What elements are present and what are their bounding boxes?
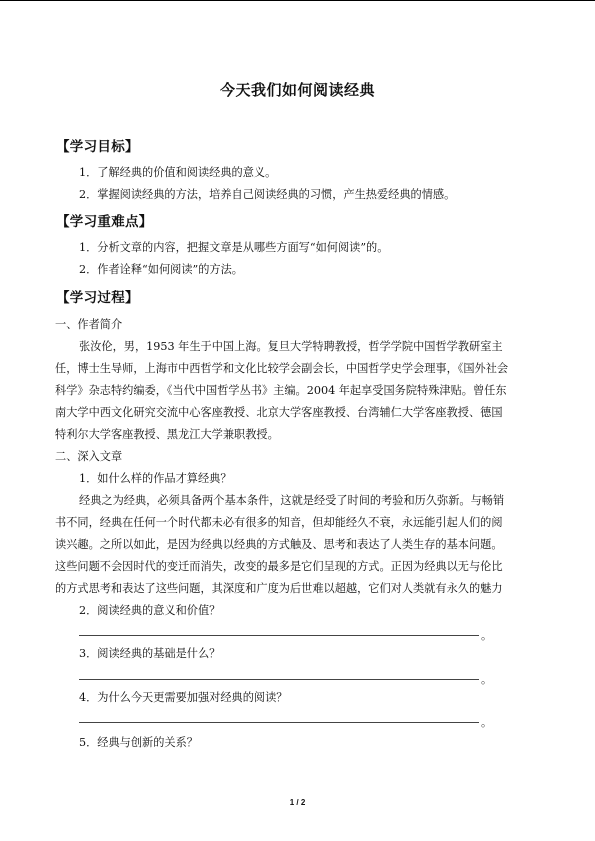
answer-blank-2[interactable] [79,635,479,636]
key-point-item-2: 2．作者诠释“如何阅读”的方法。 [79,263,243,276]
page-title: 今天我们如何阅读经典 [219,81,375,99]
process-heading: 【学习过程】 [56,290,139,306]
author-bio-line: 特利尔大学客座教授、黑龙江大学兼职教授。 [55,428,279,441]
question-4: 4．为什么今天更需要加强对经典的阅读？ [79,691,288,704]
author-bio-line: 任，博士生导师，上海市中西哲学和文化比较学会副会长，中国哲学史学会理事，《国外社会 [55,362,509,375]
deep-reading-heading: 二、深入文章 [55,450,123,463]
answer-1-line: 书不同，经典在任何一个时代都未必有很多的知音，但却能经久不衰，永远能引起人们的阅 [55,516,503,529]
author-intro-heading: 一、作者简介 [55,318,123,331]
answer-1-line: 经典之为经典，必须具备两个基本条件，这就是经受了时间的考验和历久弥新。与畅销 [79,494,505,507]
answer-blank-4-end: 。 [481,716,492,729]
answer-blank-3[interactable] [79,679,479,680]
answer-1-line: 读兴趣。之所以如此，是因为经典以经典的方式触及、思考和表达了人类生存的基本问题。 [55,538,503,551]
key-point-item-1: 1．分析文章的内容，把握文章是从哪些方面写“如何阅读”的。 [79,241,389,254]
objective-item-1: 1．了解经典的价值和阅读经典的意义。 [79,166,277,179]
author-bio-line: 张汝伦，男，1953 年生于中国上海。复旦大学特聘教授，哲学学院中国哲学教研室主 [79,340,503,353]
answer-blank-4[interactable] [79,722,479,723]
answer-1-line: 这些问题不会因时代的变迁而消失，改变的最多是它们呈现的方式。正因为经典以无与伦比 [55,560,503,573]
answer-blank-2-end: 。 [481,629,492,642]
question-3: 3．阅读经典的基础是什么？ [79,647,221,660]
key-points-heading: 【学习重难点】 [56,214,153,230]
objectives-heading: 【学习目标】 [56,139,139,155]
author-bio-line: 科学》杂志特约编委，《当代中国哲学丛书》主编。2004 年起享受国务院特殊津贴。曾任东 [55,384,507,397]
question-2: 2．阅读经典的意义和价值？ [79,604,221,617]
question-5: 5．经典与创新的关系？ [79,736,198,749]
answer-1-line: 的方式思考和表达了这些问题，其深度和广度为后世难以超越，它们对人类就有永久的魅力 [55,582,503,595]
answer-blank-3-end: 。 [481,673,492,686]
author-bio-line: 南大学中西文化研究交流中心客座教授、北京大学客座教授、台湾辅仁大学客座教授、德国 [55,406,503,419]
header-rule [0,0,595,1]
question-1: 1．如什么样的作品才算经典？ [79,472,232,485]
objective-item-2: 2．掌握阅读经典的方法，培养自己阅读经典的习惯，产生热爱经典的情感。 [79,188,456,201]
page-number: 1 / 2 [289,798,306,807]
